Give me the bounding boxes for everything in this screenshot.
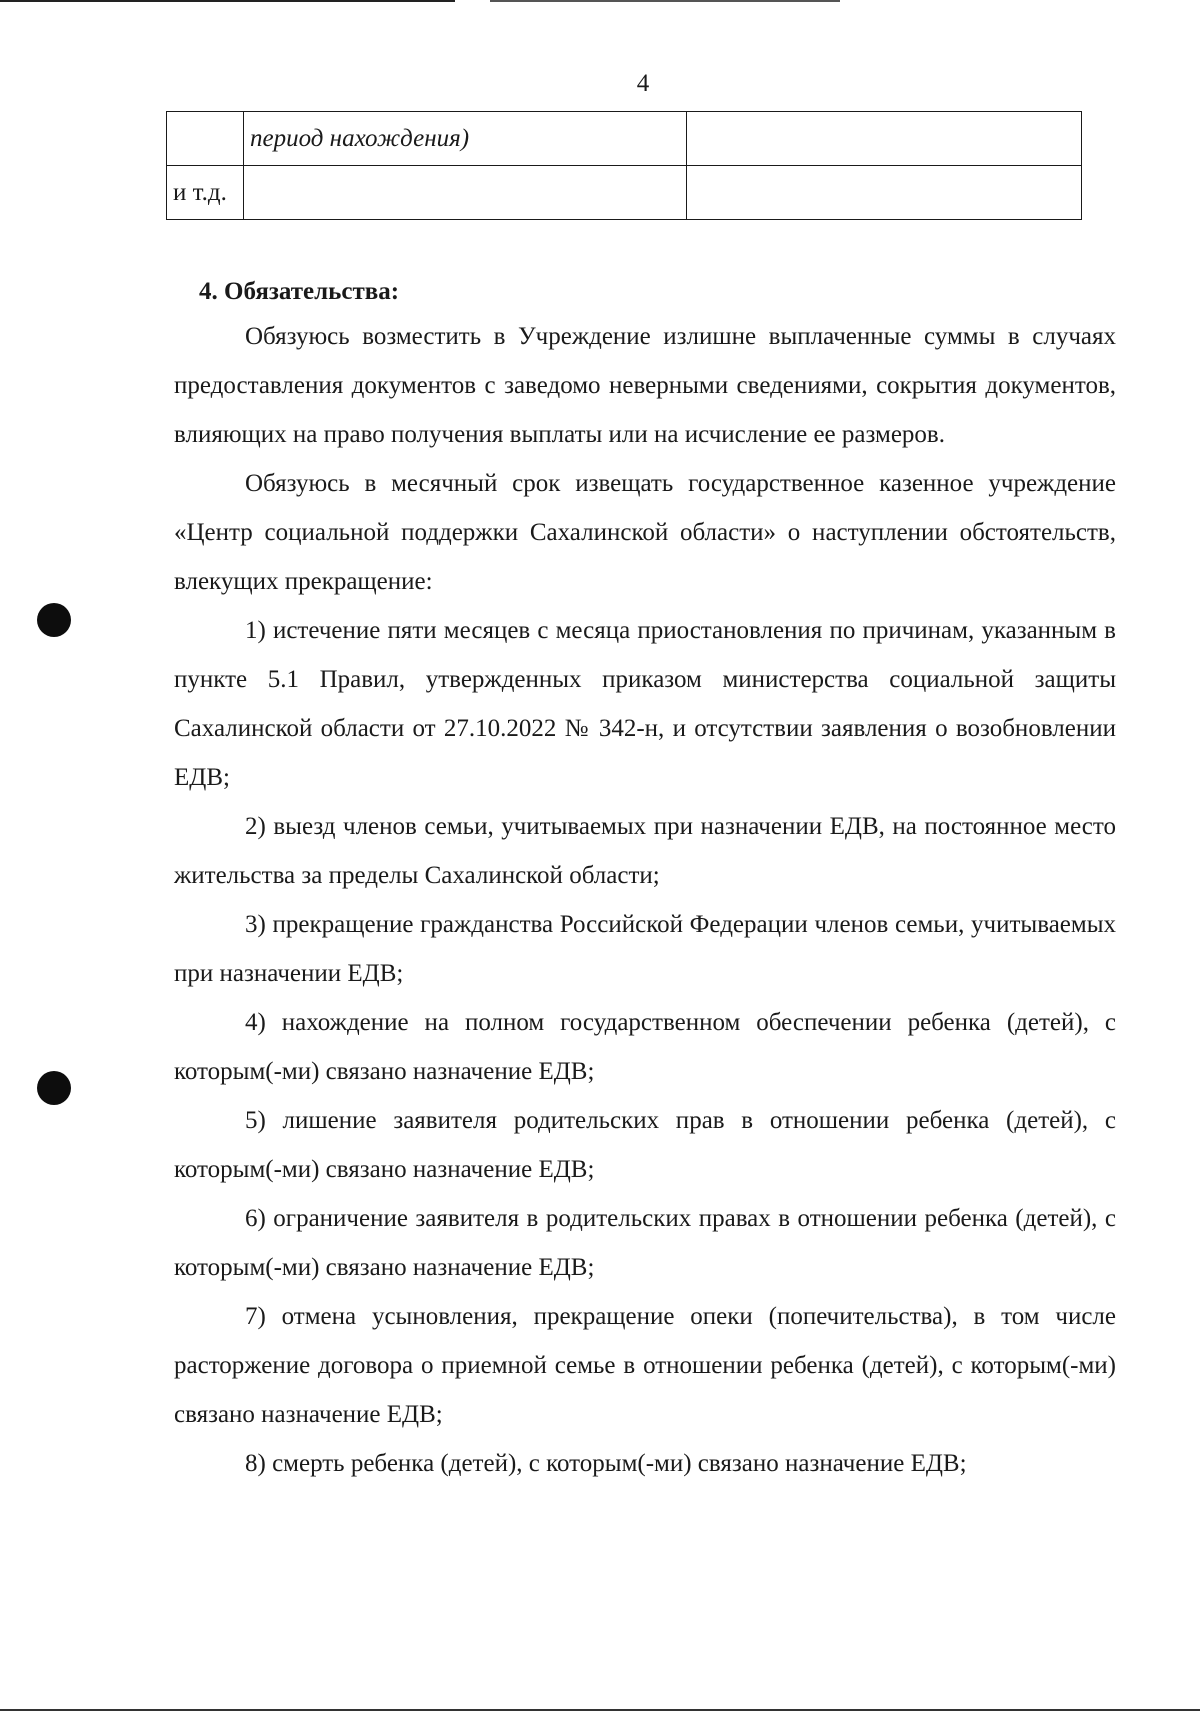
- table-cell-description: [244, 166, 687, 220]
- table-cell-value: [687, 166, 1082, 220]
- paragraph-notify-obligation: Обязуюсь в месячный срок извещать государственное казенное учреждение «Центр социальной поддержки Сахалинской области» о наступлении обстоятельств, влекущих прекращение:: [174, 470, 1116, 595]
- table-row: [167, 112, 1082, 166]
- list-item: 5) лишение заявителя родительских прав в отношении ребенка (детей), с которым(-ми) связано назначение ЕДВ;: [174, 1107, 1116, 1183]
- list-item: 1) истечение пяти месяцев с месяца приостановления по причинам, указанным в пункте 5.1 Правил, утвержденных приказом министерства социальной защиты Сахалинской области от 27.10.2022 № 342-н, и отсутствии заявления о возобновлении ЕДВ;: [174, 617, 1116, 791]
- scan-edge-top: [0, 0, 1200, 2]
- punch-hole-lower: [37, 1071, 71, 1105]
- punch-hole-upper: [37, 603, 71, 637]
- section-heading: 4. Обязательства:: [199, 278, 400, 305]
- list-item: 3) прекращение гражданства Российской Федерации членов семьи, учитываемых при назначении ЕДВ;: [174, 911, 1116, 987]
- list-item: 7) отмена усыновления, прекращение опеки (попечительства), в том числе расторжение договора о приемной семье в отношении ребенка (детей), с которым(-ми) связано назначение ЕДВ;: [174, 1303, 1116, 1428]
- table-row: [167, 166, 1082, 220]
- table-cell-number: и т.д.: [167, 166, 244, 220]
- list-item: 8) смерть ребенка (детей), с которым(-ми) связано назначение ЕДВ;: [245, 1450, 967, 1477]
- list-item: 6) ограничение заявителя в родительских правах в отношении ребенка (детей), с которым(-ми) связано назначение ЕДВ;: [174, 1205, 1116, 1281]
- page-number: 4: [636, 70, 650, 97]
- table-cell-description: период нахождения): [244, 112, 687, 166]
- paragraph-refund-obligation: Обязуюсь возместить в Учреждение излишне выплаченные суммы в случаях предоставления документов с заведомо неверными сведениями, сокрытия документов, влияющих на право получения выплаты или на исчисление ее размеров.: [174, 323, 1116, 448]
- continuation-table: [166, 111, 1082, 220]
- table-cell-value: [687, 112, 1082, 166]
- list-item: 4) нахождение на полном государственном обеспечении ребенка (детей), с которым(-ми) связано назначение ЕДВ;: [174, 1009, 1116, 1085]
- table-cell-number: [167, 112, 244, 166]
- scan-edge-bottom: [0, 1709, 1200, 1711]
- obligations-section: [174, 272, 1116, 1488]
- list-item: 2) выезд членов семьи, учитываемых при назначении ЕДВ, на постоянное место жительства за пределы Сахалинской области;: [174, 813, 1116, 889]
